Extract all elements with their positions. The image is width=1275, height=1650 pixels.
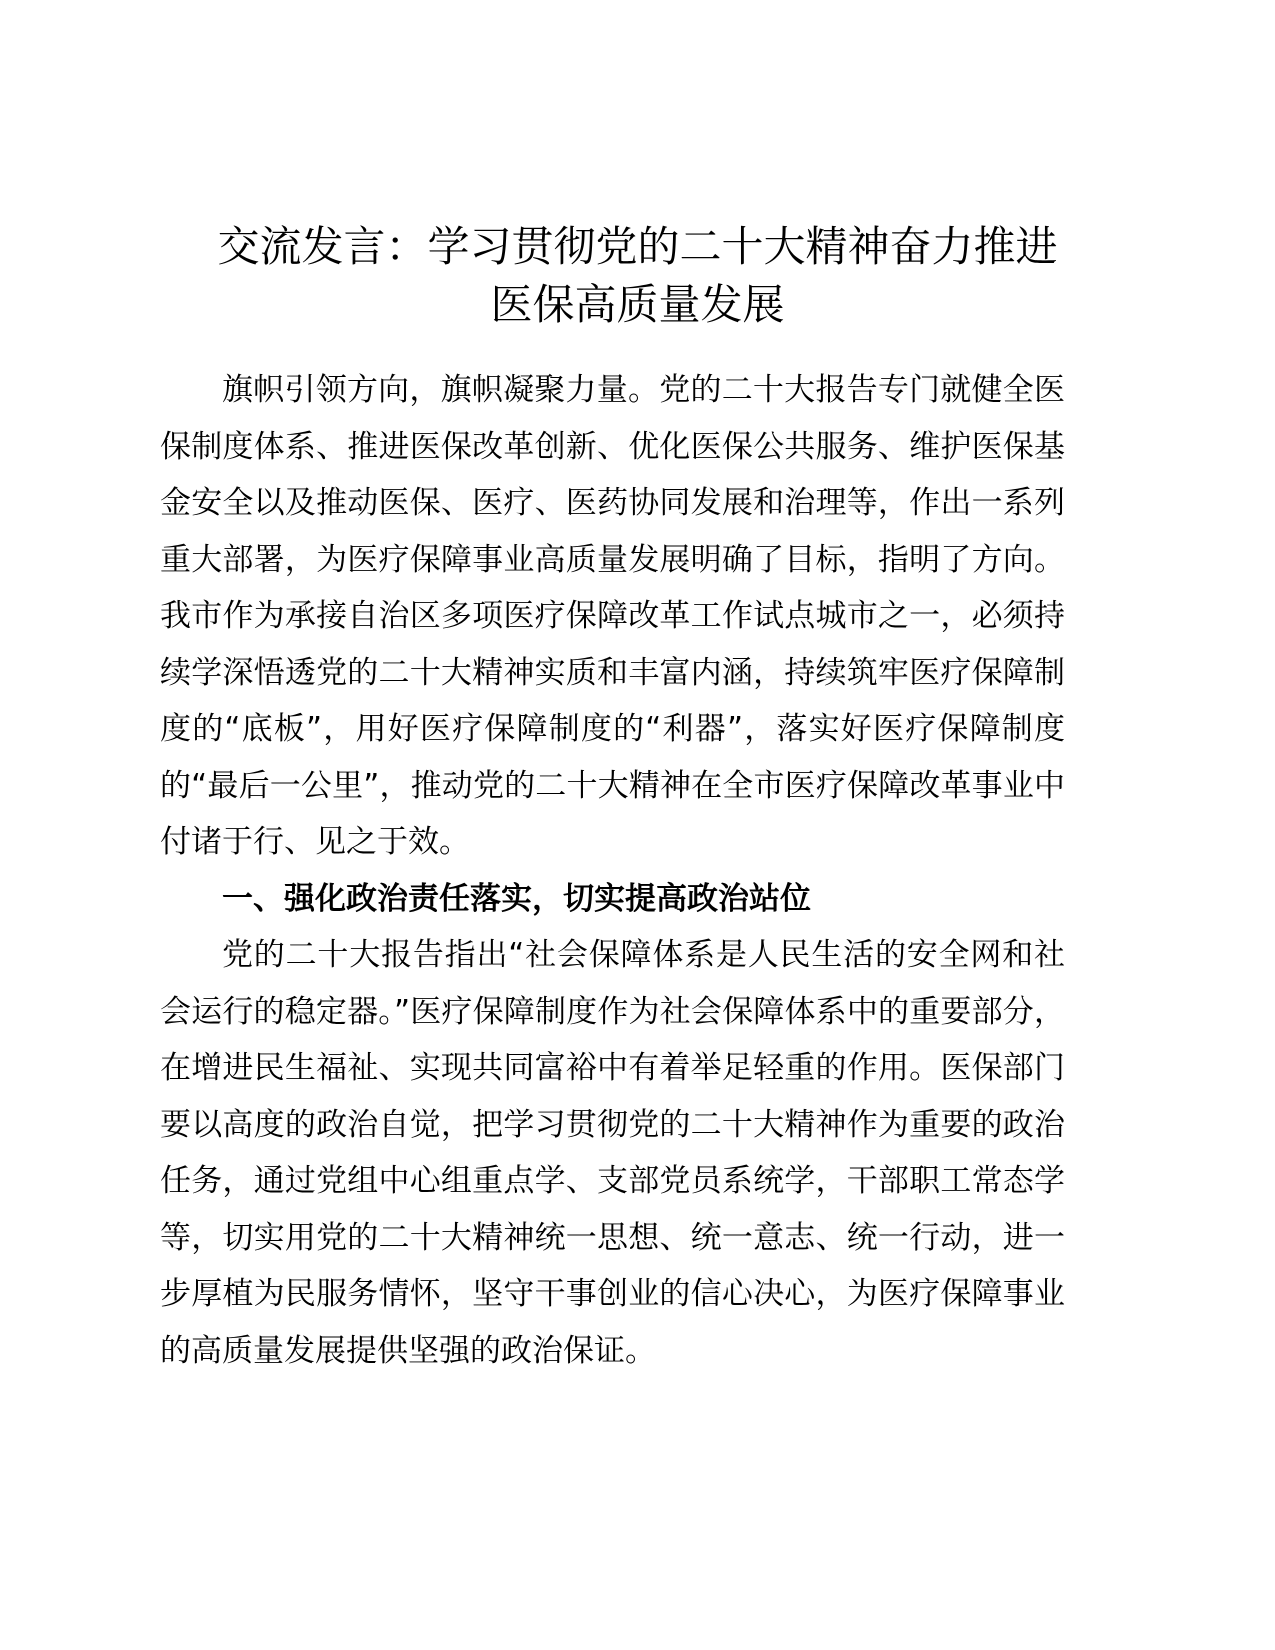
title-line-1: 交流发言：学习贯彻党的二十大精神奋力推进 <box>217 222 1058 271</box>
section-1-paragraph: 党的二十大报告指出“社会保障体系是人民生活的安全网和社会运行的稳定器。”医疗保障制度作为社会保障体系中的重要部分，在增进民生福祉、实现共同富裕中有着举足轻重的作用。医保部门要以高度的政治自觉，把学习贯彻党的二十大精神作为重要的政治任务，通过党组中心组重点学、支部党员系统学，干部职工常态学等，切实用党的二十大精神统一思想、统一意志、统一行动，进一步厚植为民服务情怀，坚守干事创业的信心决心，为医疗保障事业的高质量发展提供坚强的政治保证。 <box>160 937 1065 1369</box>
document-body <box>160 362 1065 1379</box>
intro-paragraph: 旗帜引领方向，旗帜凝聚力量。党的二十大报告专门就健全医保制度体系、推进医保改革创新、优化医保公共服务、维护医保基金安全以及推动医保、医疗、医药协同发展和治理等，作出一系列重大部署，为医疗保障事业高质量发展明确了目标，指明了方向。我市作为承接自治区多项医疗保障改革工作试点城市之一，必须持续学深悟透党的二十大精神实质和丰富内涵，持续筑牢医疗保障制度的“底板”，用好医疗保障制度的“利器”，落实好医疗保障制度的“最后一公里”，推动党的二十大精神在全市医疗保障改革事业中付诸于行、见之于效。 <box>160 372 1065 860</box>
document-title <box>155 218 1120 334</box>
title-line-2: 医保高质量发展 <box>490 280 785 329</box>
section-heading-1: 一、强化政治责任落实，切实提高政治站位 <box>222 880 811 917</box>
